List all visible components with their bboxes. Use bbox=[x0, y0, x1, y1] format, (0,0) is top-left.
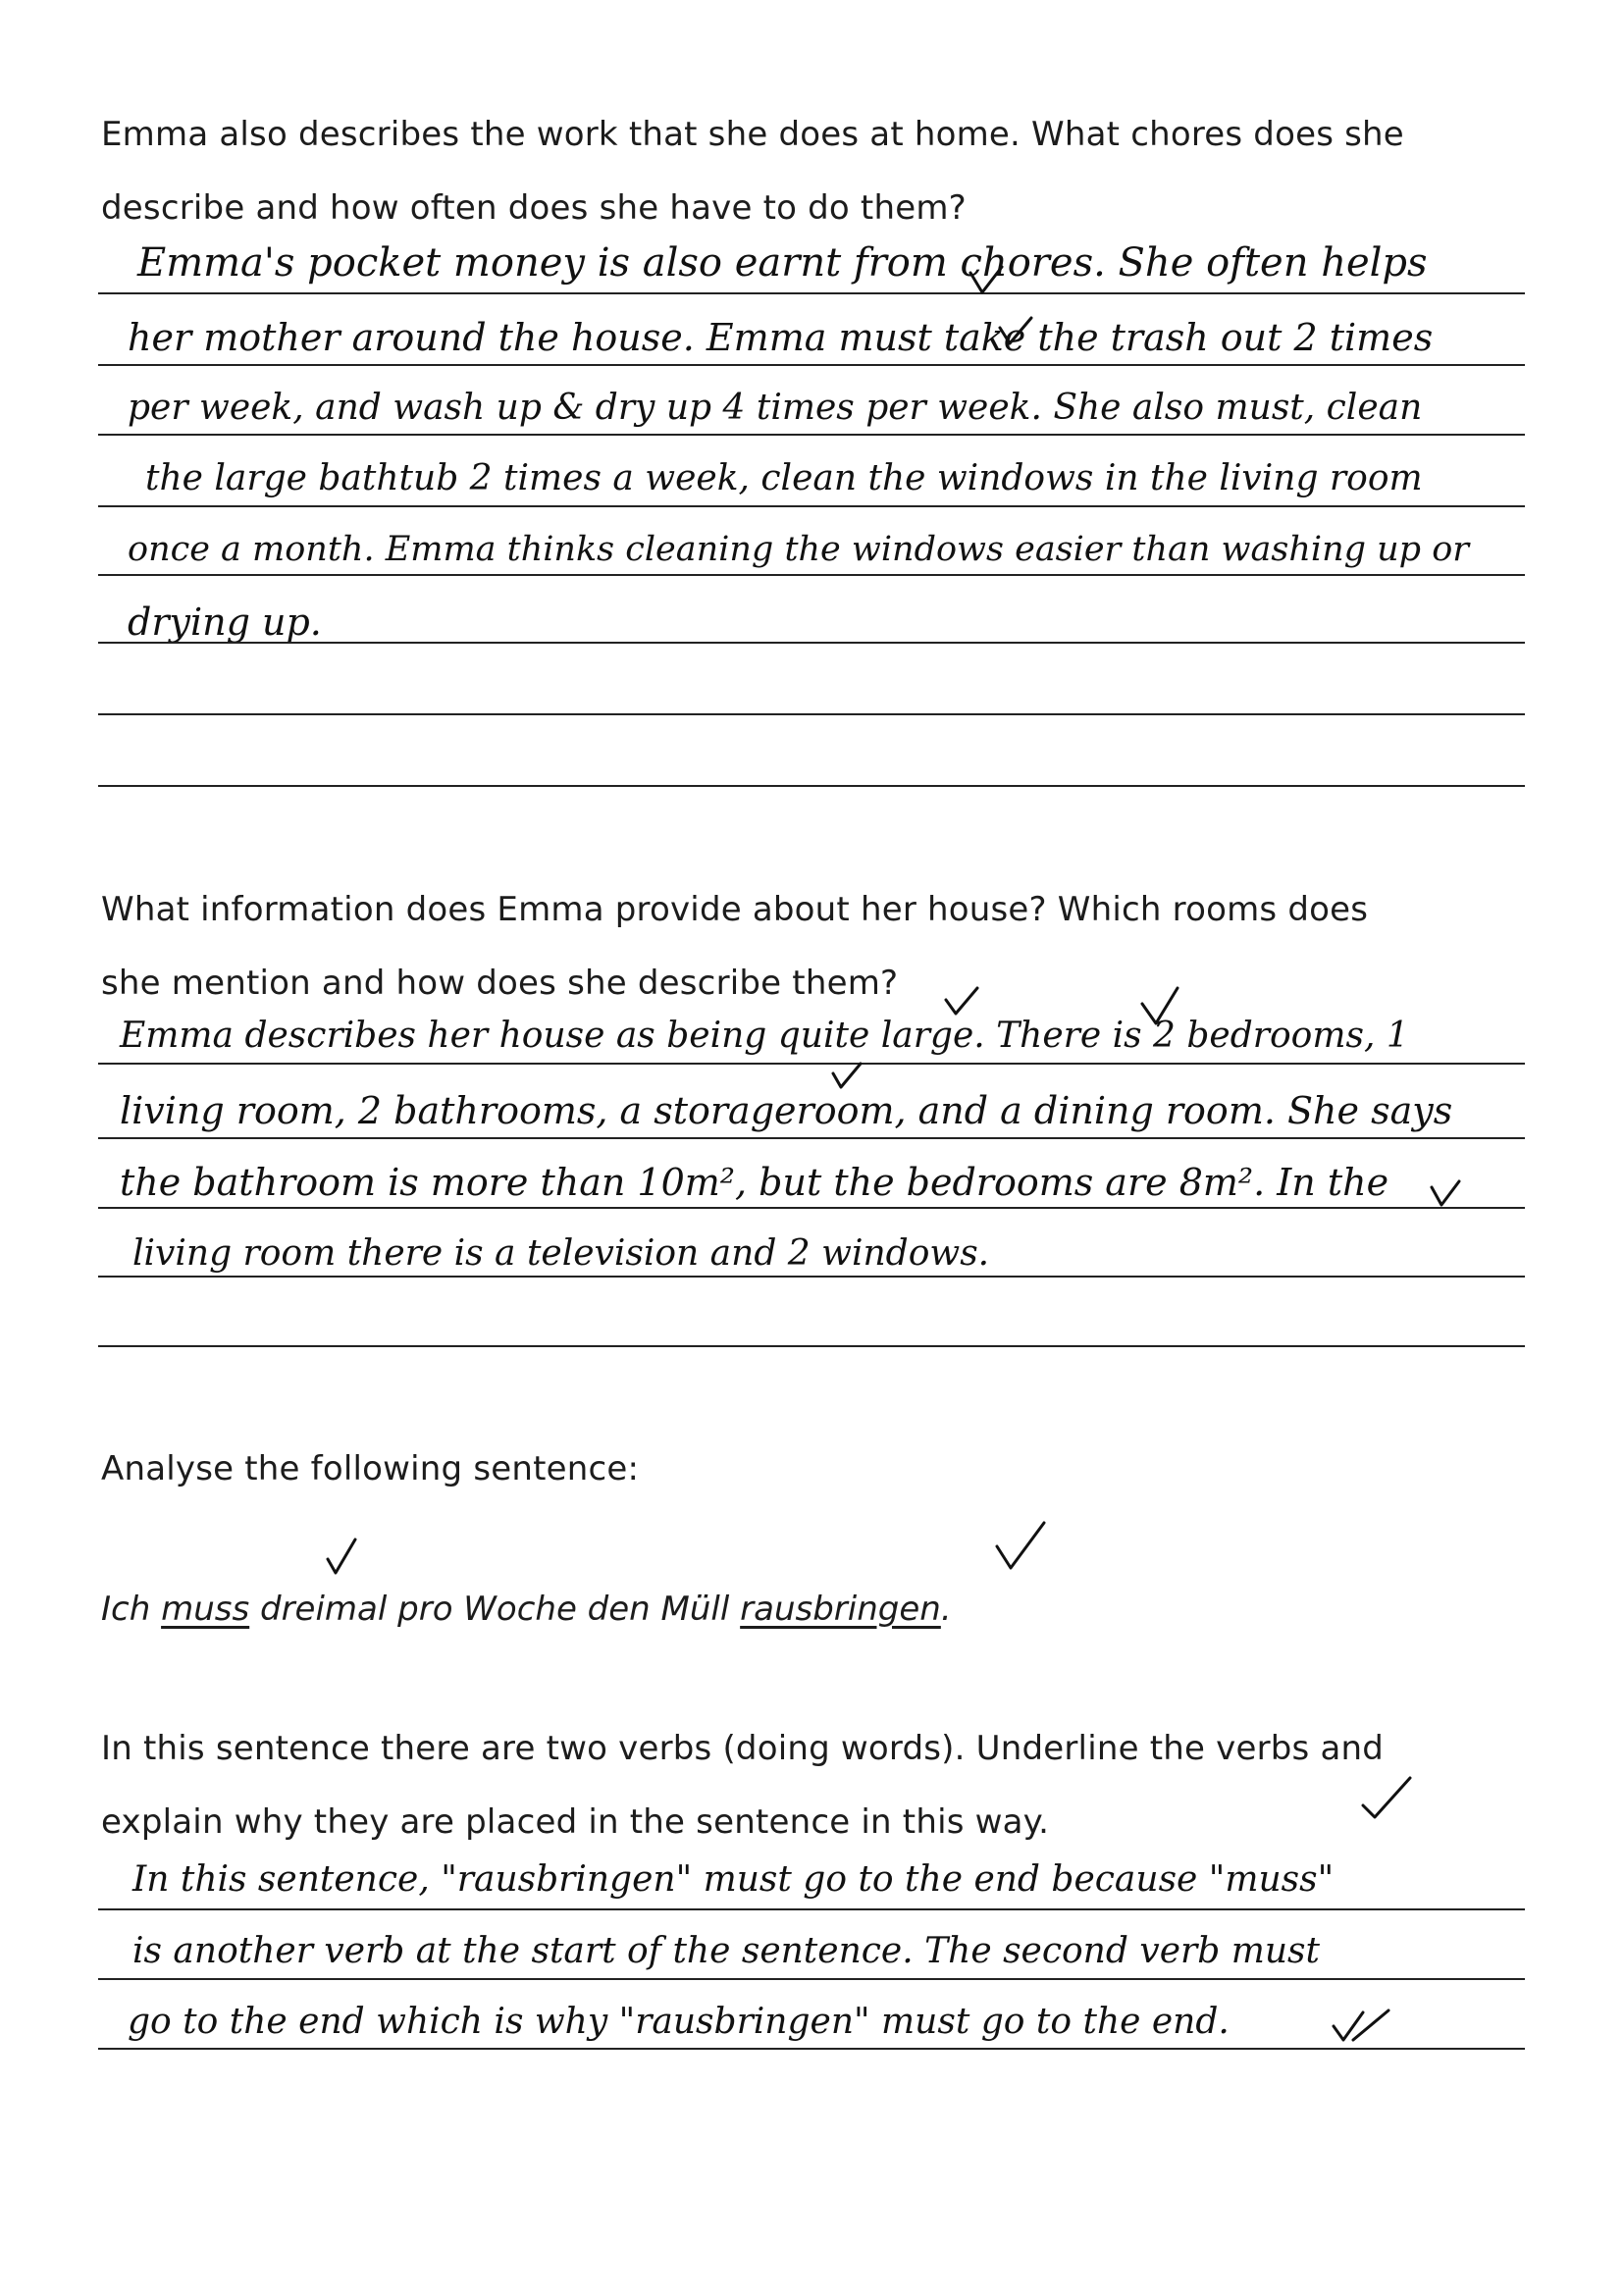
question-1-line-2: describe and how often does she have to do them? bbox=[101, 188, 967, 228]
underlined-verb-rausbringen: rausbringen bbox=[740, 1590, 941, 1629]
checkmark-icon bbox=[1428, 1177, 1463, 1211]
answer-rule bbox=[98, 434, 1525, 436]
checkmark-icon bbox=[996, 314, 1035, 349]
question-1-line-1: Emma also describes the work that she does at home. What chores does she bbox=[101, 115, 1404, 154]
answer-1-line-2: her mother around the house. Emma must take the trash out 2 times bbox=[128, 316, 1434, 359]
checkmark-icon bbox=[324, 1536, 359, 1579]
answer-rule bbox=[98, 1345, 1525, 1347]
german-text: . bbox=[940, 1590, 952, 1629]
answer-rule bbox=[98, 574, 1525, 576]
answer-rule bbox=[98, 2048, 1525, 2050]
answer-rule bbox=[98, 364, 1525, 366]
answer-2-line-3: the bathroom is more than 10m², but the bedrooms are 8m². In the bbox=[120, 1161, 1389, 1204]
question-3-line-1: In this sentence there are two verbs (doing words). Underline the verbs and bbox=[101, 1729, 1385, 1768]
answer-1-line-1: Emma's pocket money is also earnt from chores. She often helps bbox=[137, 240, 1428, 286]
checkmark-icon bbox=[1138, 984, 1181, 1027]
question-1 bbox=[101, 98, 1544, 245]
answer-rule bbox=[98, 1137, 1525, 1139]
answer-rule bbox=[98, 292, 1525, 294]
checkmark-icon bbox=[993, 1519, 1048, 1574]
checkmark-icon bbox=[942, 984, 981, 1019]
answer-rule bbox=[98, 785, 1525, 787]
answer-2-line-2: living room, 2 bathrooms, a storageroom, and a dining room. She says bbox=[120, 1089, 1453, 1132]
checkmark-icon bbox=[1359, 1774, 1414, 1823]
answer-2-line-1: Emma describes her house as being quite large. There is 2 bedrooms, 1 bbox=[120, 1016, 1409, 1056]
answer-3-line-2: is another verb at the start of the sentence. The second verb must bbox=[132, 1931, 1320, 1971]
underlined-verb-muss: muss bbox=[161, 1590, 250, 1629]
answer-rule bbox=[98, 1063, 1525, 1065]
answer-3-line-3: go to the end which is why "rausbringen" must go to the end. bbox=[128, 2002, 1230, 2042]
question-3 bbox=[101, 1712, 1544, 1859]
analyse-heading: Analyse the following sentence: bbox=[101, 1449, 640, 1488]
german-text: dreimal pro Woche den Müll bbox=[249, 1590, 741, 1629]
double-checkmark-icon bbox=[1330, 2007, 1398, 2048]
answer-rule bbox=[98, 1207, 1525, 1209]
answer-rule bbox=[98, 642, 1525, 644]
answer-2-line-4: living room there is a television and 2 windows. bbox=[132, 1233, 990, 1274]
answer-1-line-5: once a month. Emma thinks cleaning the windows easier than washing up or bbox=[128, 530, 1470, 569]
answer-rule bbox=[98, 713, 1525, 715]
checkmark-icon bbox=[829, 1060, 864, 1093]
question-2-line-1: What information does Emma provide about her house? Which rooms does bbox=[101, 890, 1369, 929]
german-text: Ich bbox=[101, 1590, 162, 1629]
answer-3-line-1: In this sentence, "rausbringen" must go to the end because "muss" bbox=[132, 1859, 1335, 1900]
question-3-line-2: explain why they are placed in the sentence in this way. bbox=[101, 1802, 1050, 1842]
answer-rule bbox=[98, 1276, 1525, 1278]
answer-rule bbox=[98, 505, 1525, 507]
answer-1-line-3: per week, and wash up & dry up 4 times per week. She also must, clean bbox=[128, 388, 1423, 428]
german-sentence bbox=[101, 1590, 952, 1629]
answer-rule bbox=[98, 1978, 1525, 1980]
question-2 bbox=[101, 873, 1544, 1020]
checkmark-icon bbox=[967, 263, 1006, 298]
answer-1-line-4: the large bathtub 2 times a week, clean the windows in the living room bbox=[145, 458, 1423, 498]
answer-1-line-6: drying up. bbox=[128, 600, 322, 644]
answer-rule bbox=[98, 1908, 1525, 1910]
question-2-line-2: she mention and how does she describe them? bbox=[101, 964, 899, 1003]
